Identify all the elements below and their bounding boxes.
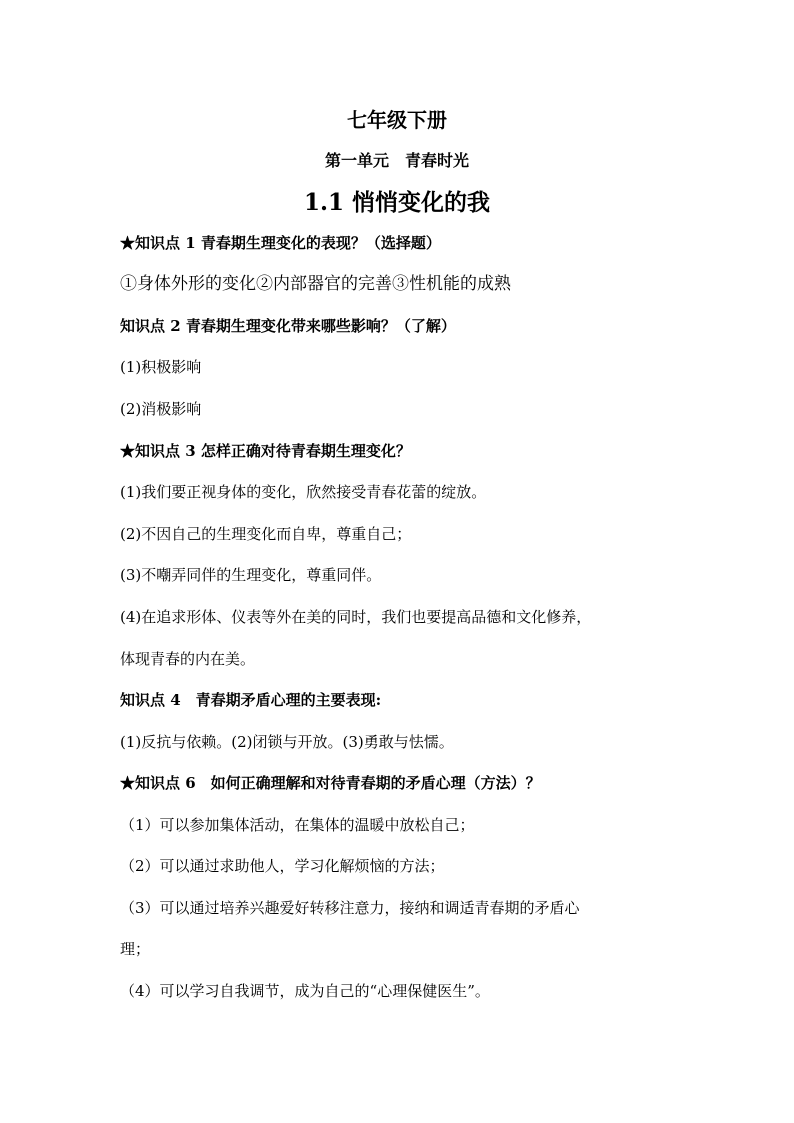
section-heading-2: 知识点 2 青春期生理变化带来哪些影响？（了解） xyxy=(120,317,456,335)
section-3-line-3: (3)不嘲弄同伴的生理变化，尊重同伴。 xyxy=(120,566,382,584)
section-2-line-1: (1)积极影响 xyxy=(120,358,202,376)
section-2-line-2: (2)消极影响 xyxy=(120,400,202,418)
section-6-line-1: （1）可以参加集体活动，在集体的温暖中放松自己； xyxy=(120,816,475,834)
lesson-title: 1.1 悄悄变化的我 xyxy=(303,189,491,216)
section-heading-4: 知识点 4 青春期矛盾心理的主要表现: xyxy=(120,691,382,709)
grade-title: 七年级下册 xyxy=(347,108,447,132)
section-6-line-5: （4）可以学习自我调节，成为自己的“心理保健医生”。 xyxy=(120,982,490,1000)
section-heading-3: ★知识点 3 怎样正确对待青春期生理变化？ xyxy=(120,442,411,460)
section-heading-1: ★知识点 1 青春期生理变化的表现？（选择题） xyxy=(120,234,441,252)
section-6-line-4: 理； xyxy=(120,940,151,958)
section-6-line-2: （2）可以通过求助他人，学习化解烦恼的方法； xyxy=(120,857,445,875)
section-1-line-1: ①身体外形的变化②内部器官的完善③性机能的成熟 xyxy=(120,274,511,294)
section-heading-6: ★知识点 6 如何正确理解和对待青春期的矛盾心理（方法）？ xyxy=(120,774,541,792)
section-6-line-3: （3）可以通过培养兴趣爱好转移注意力，接纳和调适青春期的矛盾心 xyxy=(120,899,580,917)
section-4-line-1: (1)反抗与依赖。(2)闭锁与开放。(3)勇敢与怯懦。 xyxy=(120,733,454,751)
unit-title: 第一单元 青春时光 xyxy=(324,151,469,170)
section-3-line-4: (4)在追求形体、仪表等外在美的同时，我们也要提高品德和文化修养， xyxy=(120,608,592,626)
section-3-line-5: 体现青春的内在美。 xyxy=(120,650,256,668)
section-3-line-1: (1)我们要正视身体的变化，欣然接受青春花蕾的绽放。 xyxy=(120,483,487,501)
section-3-line-2: (2)不因自己的生理变化而自卑，尊重自己； xyxy=(120,525,412,543)
